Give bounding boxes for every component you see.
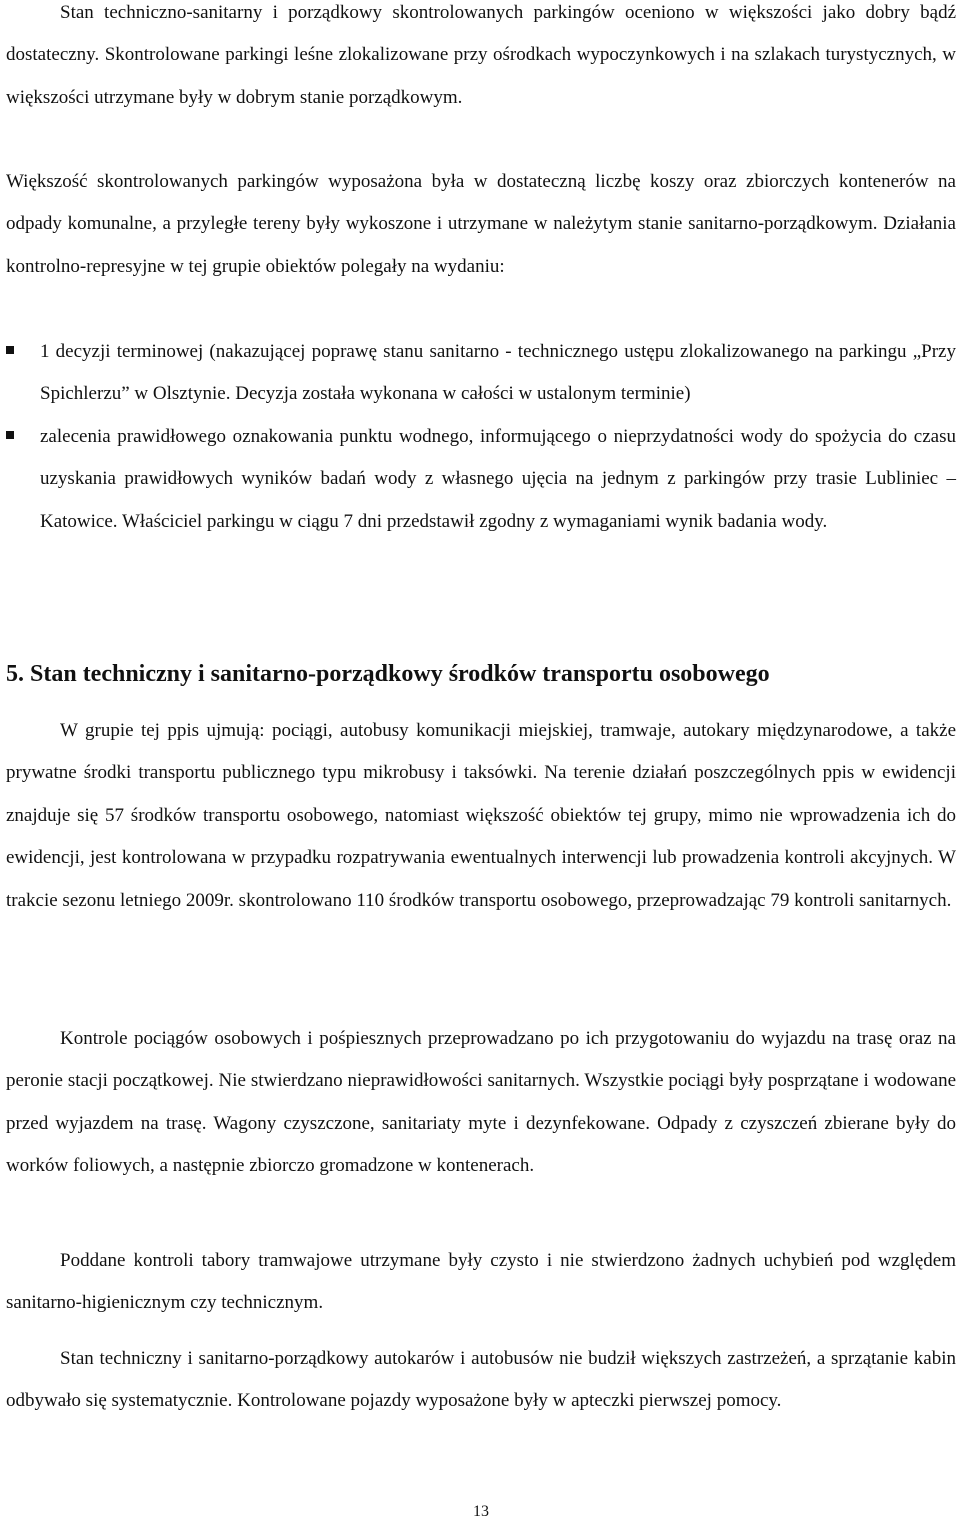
paragraph-tram-inspections: Poddane kontroli tabory tramwajowe utrzymane były czysto i nie stwierdzono żadnych uchybień pod względem sanitarno-higienicznym czy technicznym.	[6, 1250, 956, 1314]
list-item-text: zalecenia prawidłowego oznakowania punktu wodnego, informującego o nieprzydatności wody do spożycia do czasu uzyskania prawidłowych wyników badań wody z własnego ujęcia na jednym z parkingów przy trasie Lubliniec – Katowice. Właściciel parkingu w ciągu 7 dni przedstawił zgodny z wymaganiami wynik badania wody.	[40, 425, 956, 532]
list-item-text: 1 decyzji terminowej (nakazującej poprawę stanu sanitarno - technicznego ustępu zlokalizowanego na parkingu „Przy Spichlerzu” w Olsztynie. Decyzja została wykonana w całości w ustalonym terminie)	[40, 341, 956, 405]
paragraph-transport-intro: W grupie tej ppis ujmują: pociągi, autobusy komunikacji miejskiej, tramwaje, autokary międzynarodowe, a także prywatne środki transportu publicznego typu mikrobusy i taksówki. Na terenie działań poszczególnych ppis w ewidencji znajduje się 57 środków transportu osobowego, natomiast większość obiektów tej grupy, mimo nie wprowadzenia ich do ewidencji, jest kontrolowana w przypadku rozpatrywania ewentualnych interwencji lub prowadzenia kontroli akcyjnych. W trakcie sezonu letniego 2009r. skontrolowano 110 środków transportu osobowego, przeprowadzając 79 kontroli sanitarnych.	[6, 720, 956, 911]
square-bullet-icon	[6, 431, 14, 439]
page-number: 13	[473, 1503, 489, 1520]
square-bullet-icon	[6, 346, 14, 354]
paragraph-train-inspections: Kontrole pociągów osobowych i pośpiesznych przeprowadzano po ich przygotowaniu do wyjazdu na trasę oraz na peronie stacji początkowej. Nie stwierdzano nieprawidłowości sanitarnych. Wszystkie pociągi były posprzątane i wodowane przed wyjazdem na trasę. Wagony czyszczone, sanitariaty myte i dezynfekowane. Odpady z czyszczeń zbierane były do worków foliowych, a następnie zbiorczo gromadzone w kontenerach.	[6, 1028, 956, 1177]
document-page	[6, 0, 956, 1524]
bullet-list	[6, 331, 956, 543]
section-heading: 5. Stan techniczny i sanitarno-porządkowy środków transportu osobowego	[6, 661, 770, 687]
list-item	[6, 331, 956, 416]
list-item	[6, 416, 956, 543]
paragraph-parking-condition: Stan techniczno-sanitarny i porządkowy skontrolowanych parkingów oceniono w większości jako dobry bądź dostateczny. Skontrolowane parkingi leśne zlokalizowane przy ośrodkach wypoczynkowych i na szlakach turystycznych, w większości utrzymane były w dobrym stanie porządkowym.	[6, 2, 956, 108]
paragraph-coach-inspections: Stan techniczny i sanitarno-porządkowy autokarów i autobusów nie budził większych zastrzeżeń, a sprzątanie kabin odbywało się systematycznie. Kontrolowane pojazdy wyposażone były w apteczki pierwszej pomocy.	[6, 1348, 956, 1412]
paragraph-parking-equipment: Większość skontrolowanych parkingów wyposażona była w dostateczną liczbę koszy oraz zbiorczych kontenerów na odpady komunalne, a przyległe tereny były wykoszone i utrzymane w należytym stanie sanitarno-porządkowym. Działania kontrolno-represyjne w tej grupie obiektów polegały na wydaniu:	[6, 171, 956, 277]
